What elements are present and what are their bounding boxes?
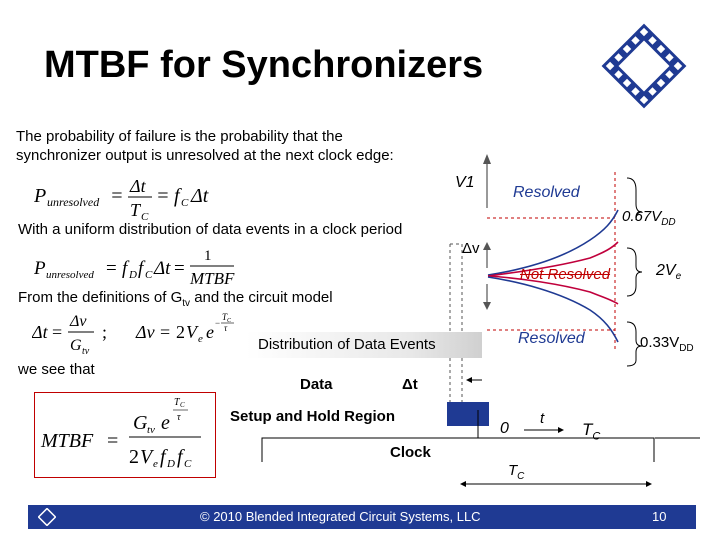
delta-t-label: Δt [402,376,418,393]
svg-text:Δt: Δt [154,258,171,279]
svg-text:e: e [161,412,170,434]
we-see-text: we see that [18,361,95,378]
v033-label: $0.33V_{DD}$ [640,334,694,354]
zero-label: 0 [500,420,509,437]
svg-text:=: = [156,185,170,207]
svg-text:=: = [174,258,185,279]
clock-label: Clock [390,444,431,461]
svg-text:G: G [133,412,148,434]
svg-text:T: T [174,397,180,408]
svg-text:=: = [160,322,171,342]
footer-copyright: © 2010 Blended Integrated Circuit Systems, LLC [200,509,481,524]
svg-text:C: C [227,318,232,324]
svg-text:P: P [34,185,47,207]
svg-text:1: 1 [204,248,212,264]
svg-text:MTBF: MTBF [190,269,235,288]
svg-text:V: V [186,322,197,342]
svg-text:C: C [145,269,153,281]
svg-text:tv: tv [82,346,90,357]
t-arrowhead [558,427,564,433]
svg-text:2: 2 [129,446,139,468]
t-label: t [540,410,545,427]
v067-label: $0.67V_{DD}$ [622,208,676,228]
svg-text:f: f [177,446,183,468]
svg-text:2: 2 [176,322,185,342]
svg-text:Δv: Δv [136,322,155,342]
intro-line-2: synchronizer output is unresolved at the next clock edge: [16,147,394,164]
svg-text:f: f [122,258,128,279]
svg-text:τ: τ [177,412,181,423]
resolved-top-label: Resolved [513,184,580,201]
svg-text:T: T [222,312,228,322]
svg-text:e: e [206,322,214,342]
tc-bottom-arrowhead-right [646,481,652,487]
svg-text:=: = [110,185,124,207]
setup-hold-block [447,402,489,426]
two-ve-brace [627,248,642,296]
svg-text:G: G [70,337,82,354]
svg-text:e: e [153,458,158,470]
svg-text:=: = [106,258,117,279]
resolved-bottom-label: Resolved [518,330,585,347]
v1-axis-arrowhead [483,154,491,164]
setup-arrowhead-left [466,377,472,383]
svg-text:=: = [107,430,119,452]
svg-text:C: C [180,401,185,409]
not-resolved-label: Not Resolved [520,266,611,283]
svg-text:=: = [52,322,63,342]
svg-text:unresolved: unresolved [47,195,100,209]
svg-text:D: D [167,458,175,470]
svg-text:f: f [138,258,144,279]
svg-text:−: − [215,318,221,328]
setup-hold-label: Setup and Hold Region [230,408,395,425]
svg-text:Δt: Δt [191,185,209,207]
delta-v-label: Δv [462,240,480,257]
tc-right-label: $T_C$ [582,420,601,443]
uniform-distribution-text: With a uniform distribution of data events in a clock period [18,221,403,238]
svg-text:T: T [130,200,141,220]
tc-bottom-label: $T_C$ [508,462,525,482]
svg-text:f: f [160,446,166,468]
delta-v-arrowhead-up [483,242,491,250]
svg-text:C: C [181,197,189,209]
svg-text:D: D [129,269,137,281]
svg-text:f: f [174,185,180,207]
data-label: Data [300,376,333,393]
svg-text:tv: tv [147,424,155,436]
svg-text:P: P [34,258,46,279]
delta-v-arrowhead-down [483,302,491,310]
svg-text:V: V [140,446,153,468]
tc-bottom-arrowhead-left [460,481,466,487]
footer-bar [28,505,696,529]
page-title: MTBF for Synchronizers [44,44,484,86]
two-ve-label: $2V_e$ [656,262,682,283]
svg-text:C: C [141,211,149,222]
svg-text:C: C [184,458,192,470]
svg-text:MTBF: MTBF [41,430,94,452]
definitions-text: From the definitions of $G_{tv}$ and the circuit model [18,289,333,309]
svg-text:Δt: Δt [32,322,48,342]
v1-label: V1 [455,174,475,191]
svg-text:e: e [198,333,203,345]
distribution-label: Distribution of Data Events [258,336,436,353]
svg-text:;: ; [102,322,108,342]
svg-text:τ: τ [224,323,228,333]
svg-text:Δv: Δv [70,313,87,330]
svg-text:Δt: Δt [130,176,146,196]
footer-logo-icon [38,508,56,526]
intro-line-1: The probability of failure is the probability that the [16,128,343,145]
svg-text:unresolved: unresolved [46,269,94,281]
page-number: 10 [652,509,667,524]
